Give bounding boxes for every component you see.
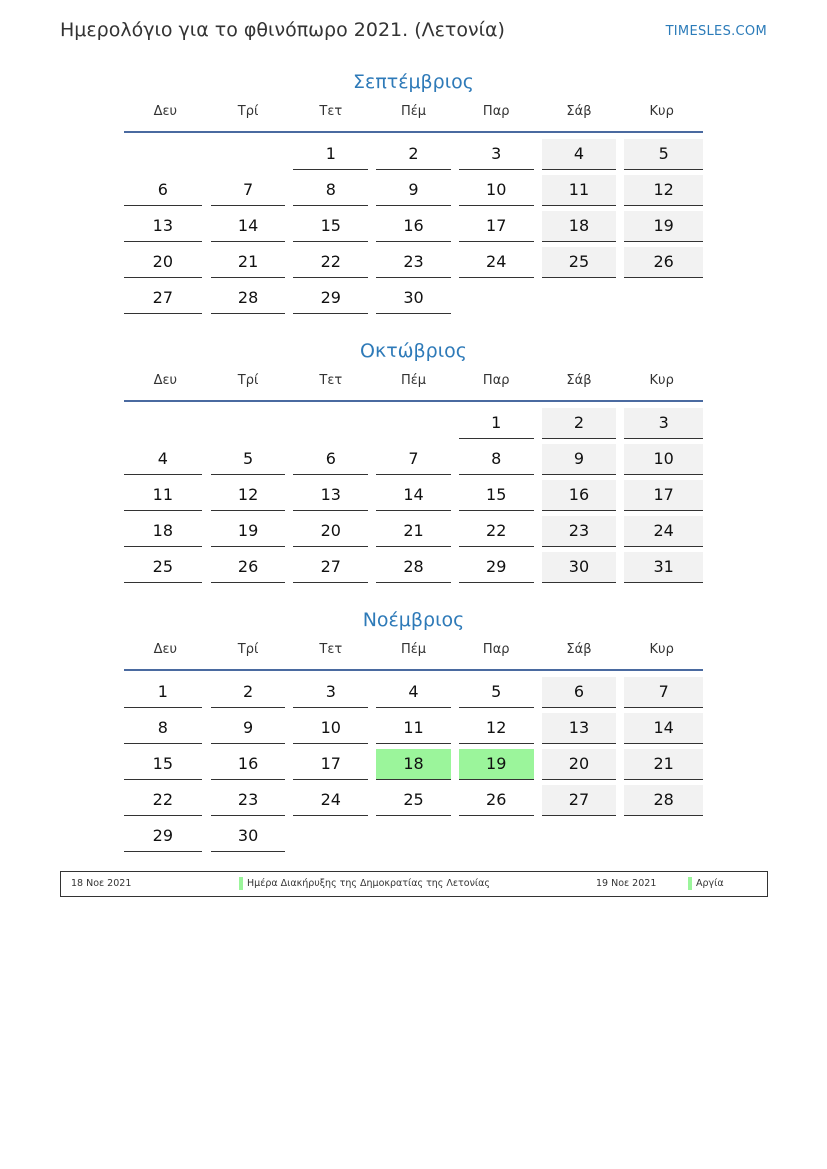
day-number: 25 [376,785,451,816]
day-cell [620,783,703,819]
day-cell [289,281,372,317]
day-number: 26 [211,552,286,583]
day-number: 13 [293,480,368,511]
day-number: 31 [624,552,703,583]
day-number: 14 [624,713,703,744]
month-name: Νοέμβριος [362,609,465,631]
weekday-label: Κυρ [649,642,674,657]
day-number: 5 [624,139,703,170]
day-number: 26 [459,785,534,816]
day-cell [538,137,621,173]
weekday-label: Πέμ [400,373,427,388]
weekday-label: Τρί [237,373,259,388]
empty-day-cell [124,137,207,173]
week-row [124,281,703,317]
weekday-label: Πέμ [400,104,427,119]
weekday-label: Κυρ [649,104,674,119]
day-cell [289,137,372,173]
day-number: 28 [624,785,703,816]
weekday-label: Σάβ [566,373,592,388]
day-cell [289,245,372,281]
weekday-label: Σάβ [566,104,592,119]
holiday-legend [60,871,768,897]
day-cell [455,442,538,478]
holiday-color-swatch [688,877,692,890]
day-cell [372,514,455,550]
weekday-header [124,635,703,671]
day-cell [538,478,621,514]
day-number: 19 [211,516,286,547]
day-cell [538,173,621,209]
legend-date-2: 19 Νοε 2021 [596,878,657,889]
day-cell [124,245,207,281]
day-number [376,408,451,438]
day-number: 15 [124,749,202,780]
day-cell [455,173,538,209]
day-cell [620,442,703,478]
day-cell [289,173,372,209]
day-number: 23 [211,785,286,816]
day-number: 7 [376,444,451,475]
day-number: 14 [376,480,451,511]
day-number: 9 [542,444,617,475]
empty-day-cell [538,281,621,317]
day-cell [455,137,538,173]
day-grid [124,671,703,855]
day-number: 19 [624,211,703,242]
day-number: 29 [124,821,202,852]
weekday-label: Πέμ [400,642,427,657]
day-cell [207,478,290,514]
day-number: 1 [293,139,368,170]
day-cell [207,783,290,819]
day-grid [124,402,703,586]
empty-day-cell [620,281,703,317]
day-number [624,821,703,851]
day-number: 23 [376,247,451,278]
day-cell [124,675,207,711]
day-number [124,408,202,438]
weekday-label: Παρ [482,642,510,657]
day-cell [207,442,290,478]
day-number: 30 [376,283,451,314]
weekday-header [124,97,703,133]
day-number: 9 [376,175,451,206]
day-cell [455,550,538,586]
day-number [376,821,451,851]
day-number: 16 [211,749,286,780]
month-name: Οκτώβριος [360,340,467,362]
day-cell [372,783,455,819]
day-number [542,283,617,313]
day-number: 13 [124,211,202,242]
day-number: 20 [293,516,368,547]
day-number: 21 [211,247,286,278]
day-cell [455,711,538,747]
day-cell [455,514,538,550]
day-number: 18 [376,749,451,780]
week-row [124,819,703,855]
weekday-label: Δευ [153,373,178,388]
day-number: 28 [211,283,286,314]
legend-label-1: Ημέρα Διακήρυξης της Δημοκρατίας της Λετονίας [247,878,490,889]
day-cell [124,711,207,747]
day-number: 26 [624,247,703,278]
day-number: 20 [124,247,202,278]
day-cell [372,550,455,586]
empty-day-cell [289,406,372,442]
day-number: 30 [211,821,286,852]
day-cell [124,783,207,819]
legend-date-1: 18 Νοε 2021 [71,878,132,889]
day-number [459,283,534,313]
day-number: 1 [459,408,534,439]
day-cell [289,550,372,586]
day-cell [207,281,290,317]
day-cell [207,550,290,586]
day-number: 12 [211,480,286,511]
week-row [124,137,703,173]
day-number: 1 [124,677,202,708]
day-cell [207,747,290,783]
month-block [124,336,703,586]
day-number: 4 [124,444,202,475]
weekday-label: Παρ [482,104,510,119]
day-cell [289,747,372,783]
day-cell [372,711,455,747]
day-cell [207,245,290,281]
day-number: 3 [293,677,368,708]
day-number: 8 [124,713,202,744]
day-number: 11 [542,175,617,206]
day-number: 19 [459,749,534,780]
day-cell [620,747,703,783]
month-block [124,605,703,855]
day-number: 23 [542,516,617,547]
week-row [124,173,703,209]
day-number: 18 [542,211,617,242]
day-number: 25 [124,552,202,583]
day-cell [372,245,455,281]
day-cell [372,747,455,783]
empty-day-cell [620,819,703,855]
day-cell [289,783,372,819]
day-number: 21 [376,516,451,547]
day-number: 21 [624,749,703,780]
day-number: 28 [376,552,451,583]
day-number: 2 [542,408,617,439]
day-cell [538,675,621,711]
day-cell [124,442,207,478]
week-row [124,209,703,245]
day-cell [538,442,621,478]
day-cell [620,550,703,586]
day-number: 25 [542,247,617,278]
day-number: 30 [542,552,617,583]
day-cell [620,514,703,550]
week-row [124,514,703,550]
day-number: 18 [124,516,202,547]
day-cell [207,675,290,711]
day-number: 10 [459,175,534,206]
day-number: 27 [124,283,202,314]
day-number [293,821,368,851]
day-cell [455,783,538,819]
day-cell [207,209,290,245]
day-cell [620,173,703,209]
empty-day-cell [207,137,290,173]
day-grid [124,133,703,317]
day-number: 17 [293,749,368,780]
empty-day-cell [455,819,538,855]
day-number: 17 [459,211,534,242]
weekday-label: Παρ [482,373,510,388]
day-cell [124,478,207,514]
day-cell [538,245,621,281]
day-number: 29 [293,283,368,314]
day-cell [289,209,372,245]
day-number: 6 [542,677,617,708]
page-title: Ημερολόγιο για το φθινόπωρο 2021. (Λετονία) [60,19,505,41]
day-cell [289,514,372,550]
day-cell [538,406,621,442]
day-number: 15 [293,211,368,242]
day-cell [372,478,455,514]
day-number: 7 [211,175,286,206]
day-number: 7 [624,677,703,708]
day-number: 14 [211,211,286,242]
week-row [124,783,703,819]
day-number: 12 [459,713,534,744]
week-row [124,442,703,478]
day-number [211,408,286,438]
day-cell [455,675,538,711]
weekday-label: Δευ [153,104,178,119]
day-cell [289,675,372,711]
day-number: 5 [211,444,286,475]
day-number: 17 [624,480,703,511]
day-cell [620,209,703,245]
day-cell [372,209,455,245]
day-number: 11 [124,480,202,511]
day-cell [372,137,455,173]
day-cell [538,783,621,819]
day-cell [207,711,290,747]
day-cell [207,514,290,550]
day-cell [620,137,703,173]
day-number [542,821,617,851]
day-number: 24 [624,516,703,547]
empty-day-cell [455,281,538,317]
day-cell [372,675,455,711]
empty-day-cell [372,406,455,442]
week-row [124,406,703,442]
day-number [459,821,534,851]
week-row [124,245,703,281]
day-number: 10 [293,713,368,744]
day-number [211,139,286,169]
weekday-label: Τρί [237,104,259,119]
empty-day-cell [372,819,455,855]
day-number: 3 [459,139,534,170]
day-cell [124,173,207,209]
day-number: 6 [124,175,202,206]
month-block [124,67,703,317]
day-cell [372,281,455,317]
day-cell [289,442,372,478]
day-number: 15 [459,480,534,511]
day-number: 16 [376,211,451,242]
day-cell [124,281,207,317]
empty-day-cell [538,819,621,855]
day-cell [207,819,290,855]
holiday-color-swatch [239,877,243,890]
day-number: 5 [459,677,534,708]
day-cell [124,550,207,586]
day-number: 20 [542,749,617,780]
day-cell [620,711,703,747]
weekday-label: Τετ [319,373,343,388]
day-number: 16 [542,480,617,511]
day-number: 2 [211,677,286,708]
weekday-label: Τετ [319,642,343,657]
day-cell [124,209,207,245]
weekday-header [124,366,703,402]
empty-day-cell [289,819,372,855]
weekday-label: Τρί [237,642,259,657]
legend-label-2: Αργία [696,878,724,889]
day-number: 6 [293,444,368,475]
day-cell [124,514,207,550]
day-cell [455,245,538,281]
month-name: Σεπτέμβριος [353,71,474,93]
week-row [124,675,703,711]
day-number: 29 [459,552,534,583]
weekday-label: Δευ [153,642,178,657]
day-cell [620,245,703,281]
day-number [124,139,202,169]
day-number: 11 [376,713,451,744]
day-number: 22 [124,785,202,816]
day-number: 22 [459,516,534,547]
week-row [124,747,703,783]
empty-day-cell [207,406,290,442]
day-cell [289,478,372,514]
day-cell [538,711,621,747]
brand-link[interactable]: TIMESLES.COM [665,24,767,39]
day-number [293,408,368,438]
day-number: 3 [624,408,703,439]
weekday-label: Σάβ [566,642,592,657]
day-cell [124,747,207,783]
weekday-label: Κυρ [649,373,674,388]
week-row [124,711,703,747]
day-number: 27 [542,785,617,816]
day-cell [455,747,538,783]
day-number: 10 [624,444,703,475]
weekday-label: Τετ [319,104,343,119]
day-cell [289,711,372,747]
day-cell [538,514,621,550]
day-cell [455,406,538,442]
day-cell [538,209,621,245]
day-cell [620,406,703,442]
day-cell [207,173,290,209]
day-cell [538,550,621,586]
day-number: 8 [459,444,534,475]
day-number [624,283,703,313]
day-number: 4 [542,139,617,170]
week-row [124,478,703,514]
day-cell [124,819,207,855]
day-number: 8 [293,175,368,206]
day-number: 24 [293,785,368,816]
day-cell [372,442,455,478]
day-number: 9 [211,713,286,744]
day-number: 24 [459,247,534,278]
day-number: 13 [542,713,617,744]
day-cell [455,209,538,245]
day-cell [372,173,455,209]
day-number: 4 [376,677,451,708]
day-number: 27 [293,552,368,583]
day-number: 2 [376,139,451,170]
day-cell [620,675,703,711]
day-number: 22 [293,247,368,278]
day-cell [455,478,538,514]
day-number: 12 [624,175,703,206]
day-cell [538,747,621,783]
empty-day-cell [124,406,207,442]
week-row [124,550,703,586]
day-cell [620,478,703,514]
